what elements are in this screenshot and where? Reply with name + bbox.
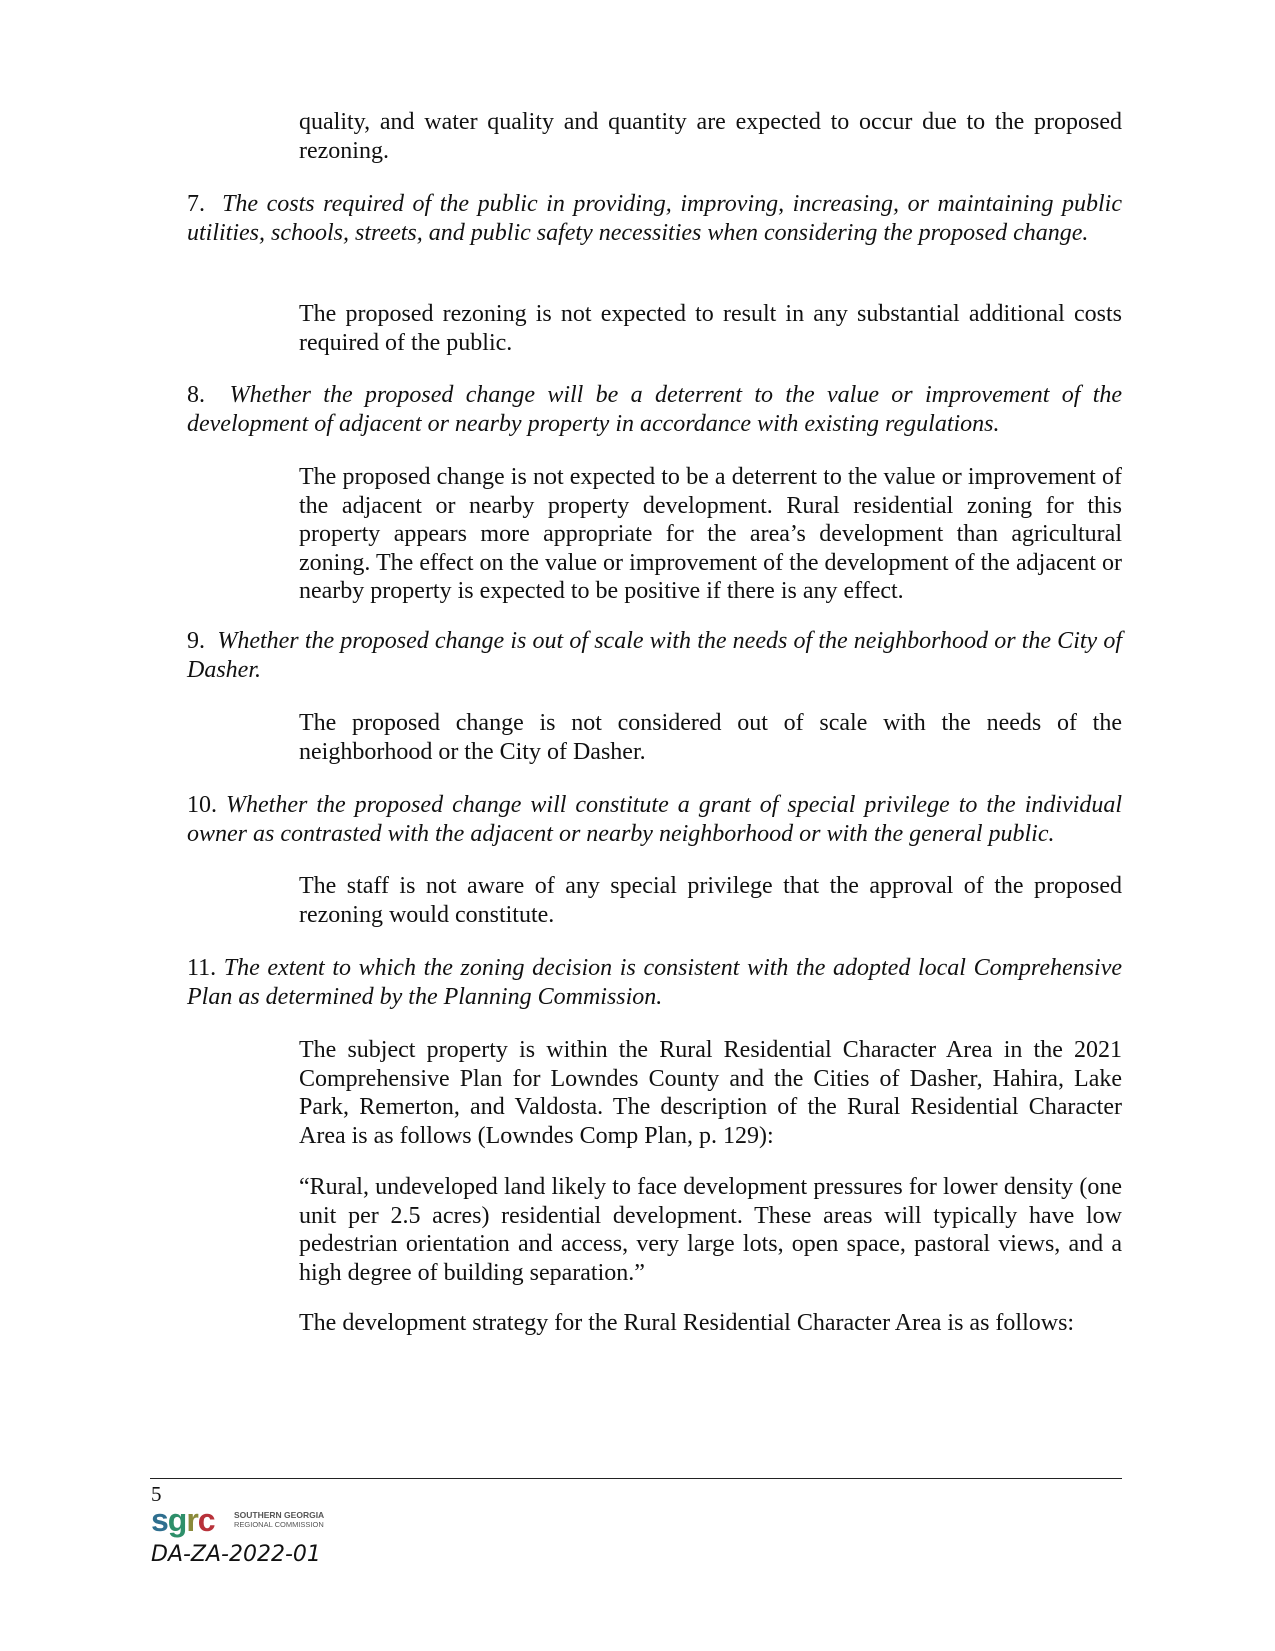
criterion-10-text: Whether the proposed change will constitute a grant of special privilege to the individual owner as contrasted with the adjacent or nearby neighborhood or with the general public. xyxy=(187,792,1123,847)
criterion-9-text: Whether the proposed change is out of scale with the needs of the neighborhood or the City of Dasher. xyxy=(187,628,1123,683)
criterion-8-text: Whether the proposed change will be a deterrent to the value or improvement of the development of adjacent or nearby property in accordance with existing regulations. xyxy=(187,382,1123,437)
sgrc-logo xyxy=(151,1502,351,1538)
criterion-9-question xyxy=(187,627,1122,684)
logo-line-1: SOUTHERN GEORGIA xyxy=(234,1510,325,1520)
criterion-10-number: 10. xyxy=(187,792,217,818)
sgrc-logo-text xyxy=(234,1511,324,1529)
criterion-8-number: 8. xyxy=(187,382,205,408)
criterion-9-response: The proposed change is not considered out of scale with the needs of the neighborhood or the City of Dasher. xyxy=(299,710,1122,765)
criterion-9-number: 9. xyxy=(187,628,205,654)
footer-divider xyxy=(150,1478,1122,1479)
criterion-10-response: The staff is not aware of any special privilege that the approval of the proposed rezoning would constitute. xyxy=(299,873,1122,928)
criterion-11-quoted-description: “Rural, undeveloped land likely to face development pressures for lower density (one unit per 2.5 acres) residential development. These areas will typically have low pedestrian orientation and access, very large lots, open space, pastoral views, and a high degree of building separation.” xyxy=(299,1174,1122,1286)
criterion-7-text: The costs required of the public in providing, improving, increasing, or maintaining public utilities, schools, streets, and public safety necessities when considering the proposed change. xyxy=(187,191,1123,246)
paragraph-criterion-6-continued: quality, and water quality and quantity are expected to occur due to the proposed rezoning. xyxy=(299,109,1122,164)
criterion-11-response-intro: The subject property is within the Rural Residential Character Area in the 2021 Comprehensive Plan for Lowndes County and the Cities of Dasher, Hahira, Lake Park, Remerton, and Valdosta. The description of the Rural Residential Character Area is as follows (Lowndes Comp Plan, p. 129): xyxy=(299,1037,1122,1149)
criterion-11-number: 11. xyxy=(187,955,217,981)
document-id: DA-ZA-2022-01 xyxy=(151,1542,321,1567)
criterion-8-question xyxy=(187,381,1122,438)
criterion-11-text: The extent to which the zoning decision is consistent with the adopted local Comprehensive Plan as determined by the Planning Commission. xyxy=(187,955,1122,1010)
criterion-7-number: 7. xyxy=(187,191,205,217)
criterion-7-response: The proposed rezoning is not expected to result in any substantial additional costs required of the public. xyxy=(299,301,1122,356)
criterion-8-response: The proposed change is not expected to be a deterrent to the value or improvement of the adjacent or nearby property development. Rural residential zoning for this property appears more appropriate for the area’s development than agricultural zoning. The effect on the value or improvement of the development of the adjacent or nearby property is expected to be positive if there is any effect. xyxy=(299,464,1122,605)
page-number: 5 xyxy=(151,1482,162,1506)
criterion-7-question xyxy=(187,190,1122,247)
criterion-11-question xyxy=(187,954,1122,1011)
sgrc-logo-mark: sgrc xyxy=(151,1502,215,1538)
logo-line-2: REGIONAL COMMISSION xyxy=(234,1520,324,1529)
criterion-11-development-strategy: The development strategy for the Rural Residential Character Area is as follows: xyxy=(299,1310,1075,1336)
criterion-10-question xyxy=(187,791,1122,848)
